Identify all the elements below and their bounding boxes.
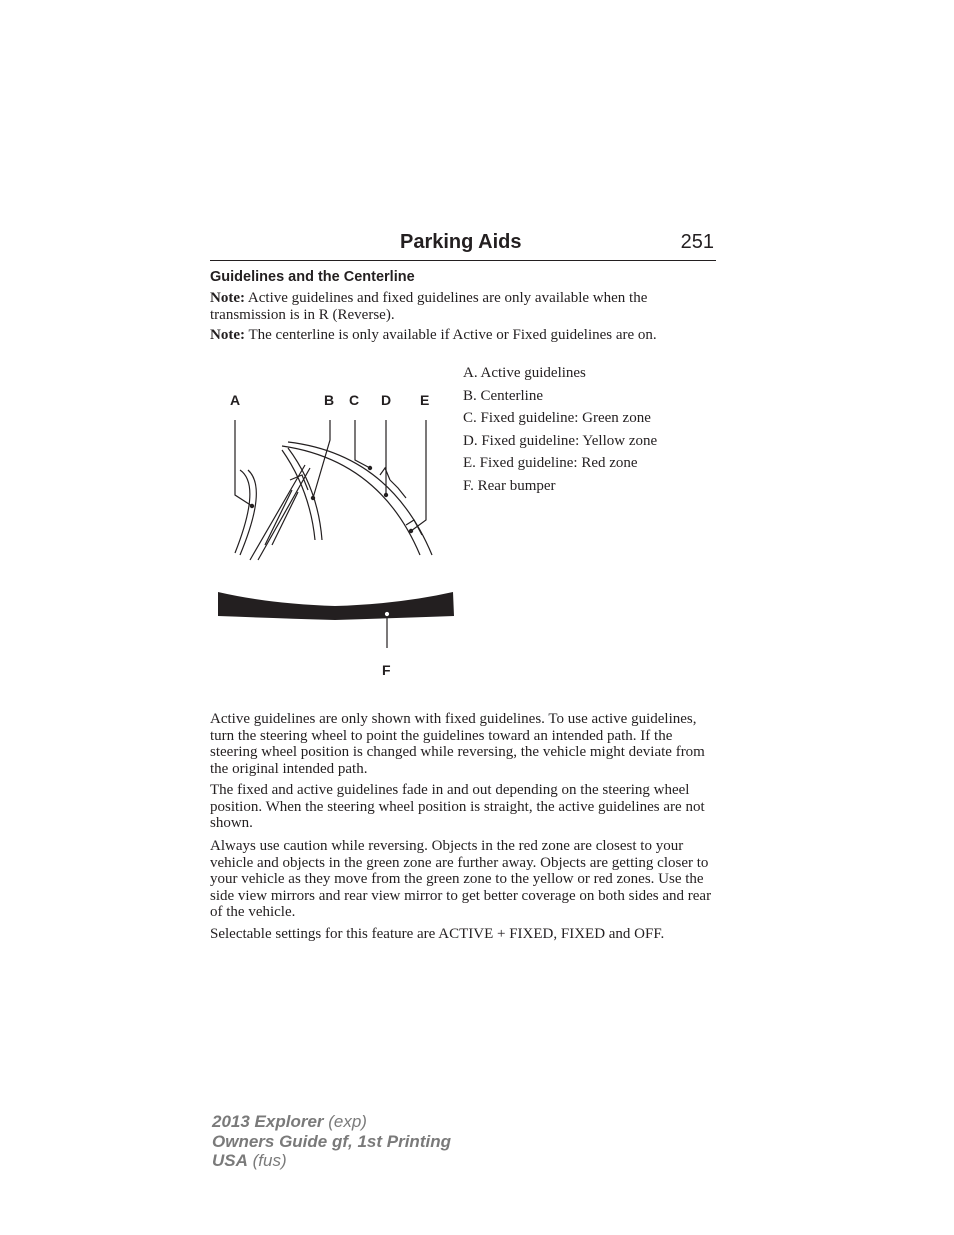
- callout-dot-f: [384, 611, 389, 616]
- page-header: [210, 230, 716, 261]
- footer-line-2: [212, 1132, 451, 1152]
- callout-d: D: [381, 392, 392, 408]
- note-text: Active guidelines and fixed guidelines are only available when the transmission is in R (Reverse).: [210, 290, 648, 323]
- legend-item-c: C. Fixed guideline: Green zone: [463, 410, 651, 427]
- page-footer: [212, 1112, 451, 1171]
- figure-legend: [463, 362, 723, 498]
- footer-model: 2013 Explorer: [212, 1112, 324, 1131]
- red-zone-mark: [406, 520, 422, 535]
- body-paragraph-1: Active guidelines are only shown with fixed guidelines. To use active guidelines, turn the steering wheel to point the guidelines toward an intended path. If the steering wheel position is changed while reversing, the vehicle might deviate from the original intended path.: [210, 711, 705, 777]
- chapter-title: Parking Aids: [400, 231, 522, 253]
- footer-line-3: [212, 1151, 451, 1171]
- footer-line-1: [212, 1112, 451, 1132]
- fixed-guideline-stroke: [265, 490, 292, 545]
- callout-dot-d: [384, 493, 388, 497]
- guidelines-diagram-svg: [210, 380, 460, 680]
- legend-item-e: E. Fixed guideline: Red zone: [463, 455, 638, 472]
- note-paragraph-2: [210, 327, 718, 344]
- leader-line-c: [355, 420, 370, 468]
- legend-item-d: D. Fixed guideline: Yellow zone: [463, 432, 658, 449]
- body-paragraph-3: Always use caution while reversing. Objects in the red zone are closest to your vehicle and objects in the green zone are further away. Objects are getting closer to your vehicle as they move from the green zone to the yellow or red zones. Use the side view mirrors and rear view mirror to get better coverage on both sides and rear of the vehicle.: [210, 838, 712, 920]
- footer-market-code: (fus): [247, 1151, 287, 1170]
- callout-dot-c: [368, 466, 372, 470]
- note-label: Note:: [210, 327, 245, 343]
- footer-market: USA: [212, 1151, 248, 1170]
- callout-dot-b: [311, 496, 315, 500]
- rear-bumper: [218, 592, 454, 620]
- callout-f: F: [382, 662, 391, 678]
- body-paragraph-4: Selectable settings for this feature are ACTIVE + FIXED, FIXED and OFF.: [210, 926, 665, 942]
- green-zone-mark: [380, 468, 390, 480]
- legend-item-b: B. Centerline: [463, 387, 543, 404]
- note-text: The centerline is only available if Active or Fixed guidelines are on.: [244, 327, 657, 343]
- yellow-zone-mark: [390, 480, 406, 498]
- callout-e: E: [420, 392, 430, 408]
- note-paragraph-1: [210, 290, 718, 323]
- legend-item-a: A. Active guidelines: [463, 365, 586, 381]
- active-guideline-left: [235, 470, 250, 553]
- footer-guide: Owners Guide gf, 1st Printing: [212, 1131, 451, 1151]
- note-label: Note:: [210, 290, 245, 306]
- fixed-guideline-stroke: [258, 468, 310, 560]
- page-number: 251: [680, 231, 714, 253]
- guidelines-diagram: [210, 380, 460, 680]
- callout-dot-e: [409, 529, 413, 533]
- fixed-guideline-stroke: [250, 465, 305, 560]
- callout-c: C: [349, 392, 360, 408]
- callout-dot-a: [250, 504, 254, 508]
- body-paragraph-2: The fixed and active guidelines fade in and out depending on the steering wheel position. When the steering wheel position is straight, the active guidelines are not shown.: [210, 782, 705, 831]
- legend-item-f: F. Rear bumper: [463, 477, 556, 494]
- outer-guideline-outer: [288, 442, 432, 555]
- leader-line-b: [313, 420, 330, 498]
- callout-b: B: [324, 392, 335, 408]
- callout-a: A: [230, 392, 241, 408]
- section-heading: Guidelines and the Centerline: [210, 269, 415, 285]
- leader-line-e: [411, 420, 426, 531]
- footer-model-code: (exp): [323, 1112, 367, 1131]
